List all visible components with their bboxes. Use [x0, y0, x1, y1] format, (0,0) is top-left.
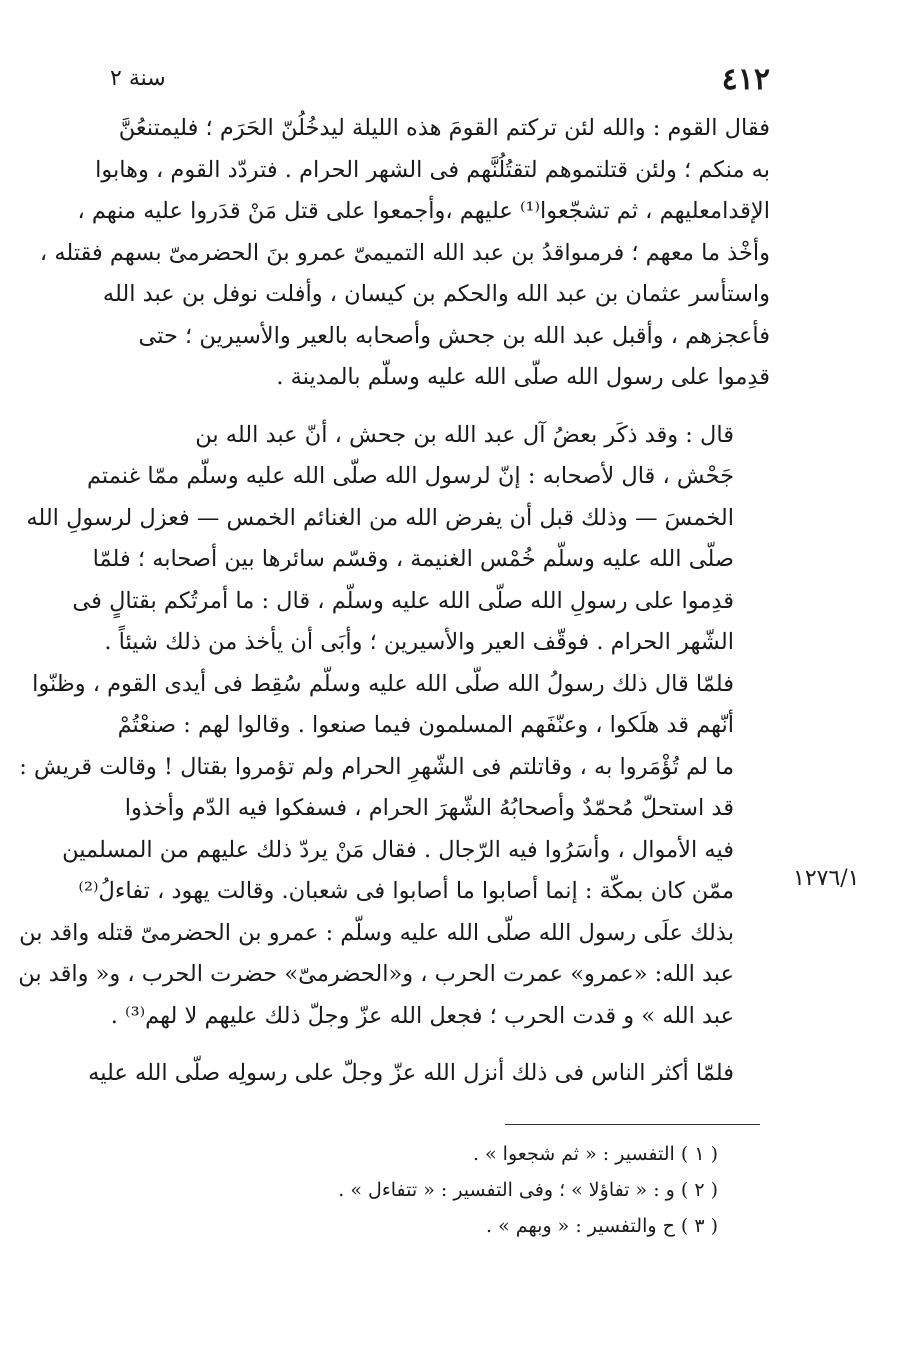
- paragraph: [88, 1053, 770, 1095]
- footnote-divider: [505, 1124, 760, 1125]
- text-line: قال : وقد ذكَر بعضُ آل عبد الله بن جحش ، أنّ عبد الله بن: [195, 421, 734, 448]
- text-line: فلمّا قال ذلك رسولُ الله صلّى الله عليه وسلّم سُقِط فى أيدى القوم ، وظنّوا: [32, 670, 734, 697]
- page-number: ٤١٢: [721, 62, 770, 97]
- margin-reference: ١٢٧٦/١: [793, 866, 860, 891]
- year-label: سنة ٢: [110, 66, 166, 91]
- footnote: ( ٣ ) ح والتفسير : « وبهم » .: [486, 1215, 718, 1237]
- text-line: جَحْش ، قال لأصحابه : إنّ لرسول الله صلّى الله عليه وسلّم ممّا غنمتم: [86, 463, 734, 489]
- text-line: قدِموا على رسولِ الله صلّى الله عليه وسلّم ، قال : ما أمرتُكم بقتالٍ فى: [72, 587, 734, 614]
- footnote: ( ٢ ) و : « تفاؤلا » ؛ وفى التفسير : « تتفاءل » .: [338, 1179, 718, 1201]
- text-line: أنّهم قد هلَكوا ، وعنّفَهم المسلمون فيما صنعوا . وقالوا لهم : صنعْتُمْ: [117, 712, 734, 738]
- paragraph: [39, 108, 770, 399]
- text-line: فيه الأموال ، وأسَرُوا فيه الرّجال . فقال مَنْ يردّ ذلك عليهم من المسلمين: [62, 836, 734, 863]
- footnotes: [300, 1136, 718, 1244]
- text-line: ما لم تُؤْمَروا به ، وقاتلتم فى الشّهرِ الحرام ولم تؤمروا بقتال ! وقالت قريش :: [19, 753, 734, 780]
- main-text: [18, 108, 770, 1095]
- text-line: ممّن كان بمكّة : إنما أصابوا ما أصابوا فى شعبان. وقالت يهود ، تفاءلُ⁽²⁾: [78, 878, 734, 904]
- text-line: فقال القوم : والله لئن تركتم القومَ هذه الليلة ليدخُلُنّ الحَرَم ؛ فليمتنعُنَّ: [118, 115, 770, 141]
- text-line: وأخْذ ما معهم ؛ فرمىواقدُ بن عبد الله التميمىّ عمرو بنَ الحضرمىّ بسهم فقتله ،: [39, 239, 770, 266]
- text-line: فأعجزهم ، وأقبل عبد الله بن جحش وأصحابه بالعير والأسيرين ؛ حتى: [138, 322, 770, 349]
- text-line: به منكم ؛ ولئن قتلتموهم لتقتُلُنَّهم فى الشهر الحرام . فتردّد القوم ، وهابوا: [95, 156, 770, 183]
- text-line: قد استحلّ مُحمّدٌ وأصحابُهُ الشّهرَ الحرام ، فسفكوا فيه الدّم وأخذوا: [124, 795, 734, 821]
- footnote: ( ١ ) التفسير : « ثم شجعوا » .: [472, 1143, 718, 1165]
- text-line: الإقدامعليهم ، ثم تشجّعوا⁽¹⁾ عليهم ،وأجمعوا على قتل مَنْ قدَروا عليه منهم ،: [77, 198, 770, 224]
- text-line: صلّى الله عليه وسلّم خُمْس الغنيمة ، وقسّم سائرها بين أصحابه ؛ فلمّا: [92, 546, 734, 572]
- text-line: قدِموا على رسول الله صلّى الله عليه وسلّم بالمدينة .: [276, 364, 770, 390]
- paragraph: [18, 415, 770, 1038]
- text-line: واستأسر عثمان بن عبد الله والحكم بن كيسان ، وأفلت نوفل بن عبد الله: [102, 281, 770, 307]
- page-header: [110, 62, 770, 102]
- text-line: الخمسَ — وذلك قبل أن يفرض الله من الغنائم الخمس — فعزل لرسولِ الله: [26, 504, 734, 531]
- text-line: الشّهر الحرام . فوقّف العير والأسيرين ؛ وأبَى أن يأخذ من ذلك شيئاً .: [104, 629, 734, 655]
- text-line: عبد الله » و قدت الحرب ؛ فجعل الله عزّ وجلّ ذلك عليهم لا لهم⁽³⁾ .: [110, 1002, 734, 1029]
- text-line: عبد الله: «عمرو» عمرت الحرب ، و«الحضرمىّ» حضرت الحرب ، و« واقد بن: [18, 961, 734, 987]
- text-line: فلمّا أكثر الناس فى ذلك أنزل الله عزّ وجلّ على رسولِه صلّى الله عليه: [88, 1060, 734, 1086]
- text-line: بذلك علَى رسول الله صلّى الله عليه وسلّم : عمرو بن الحضرمىّ قتله واقد بن: [19, 919, 734, 946]
